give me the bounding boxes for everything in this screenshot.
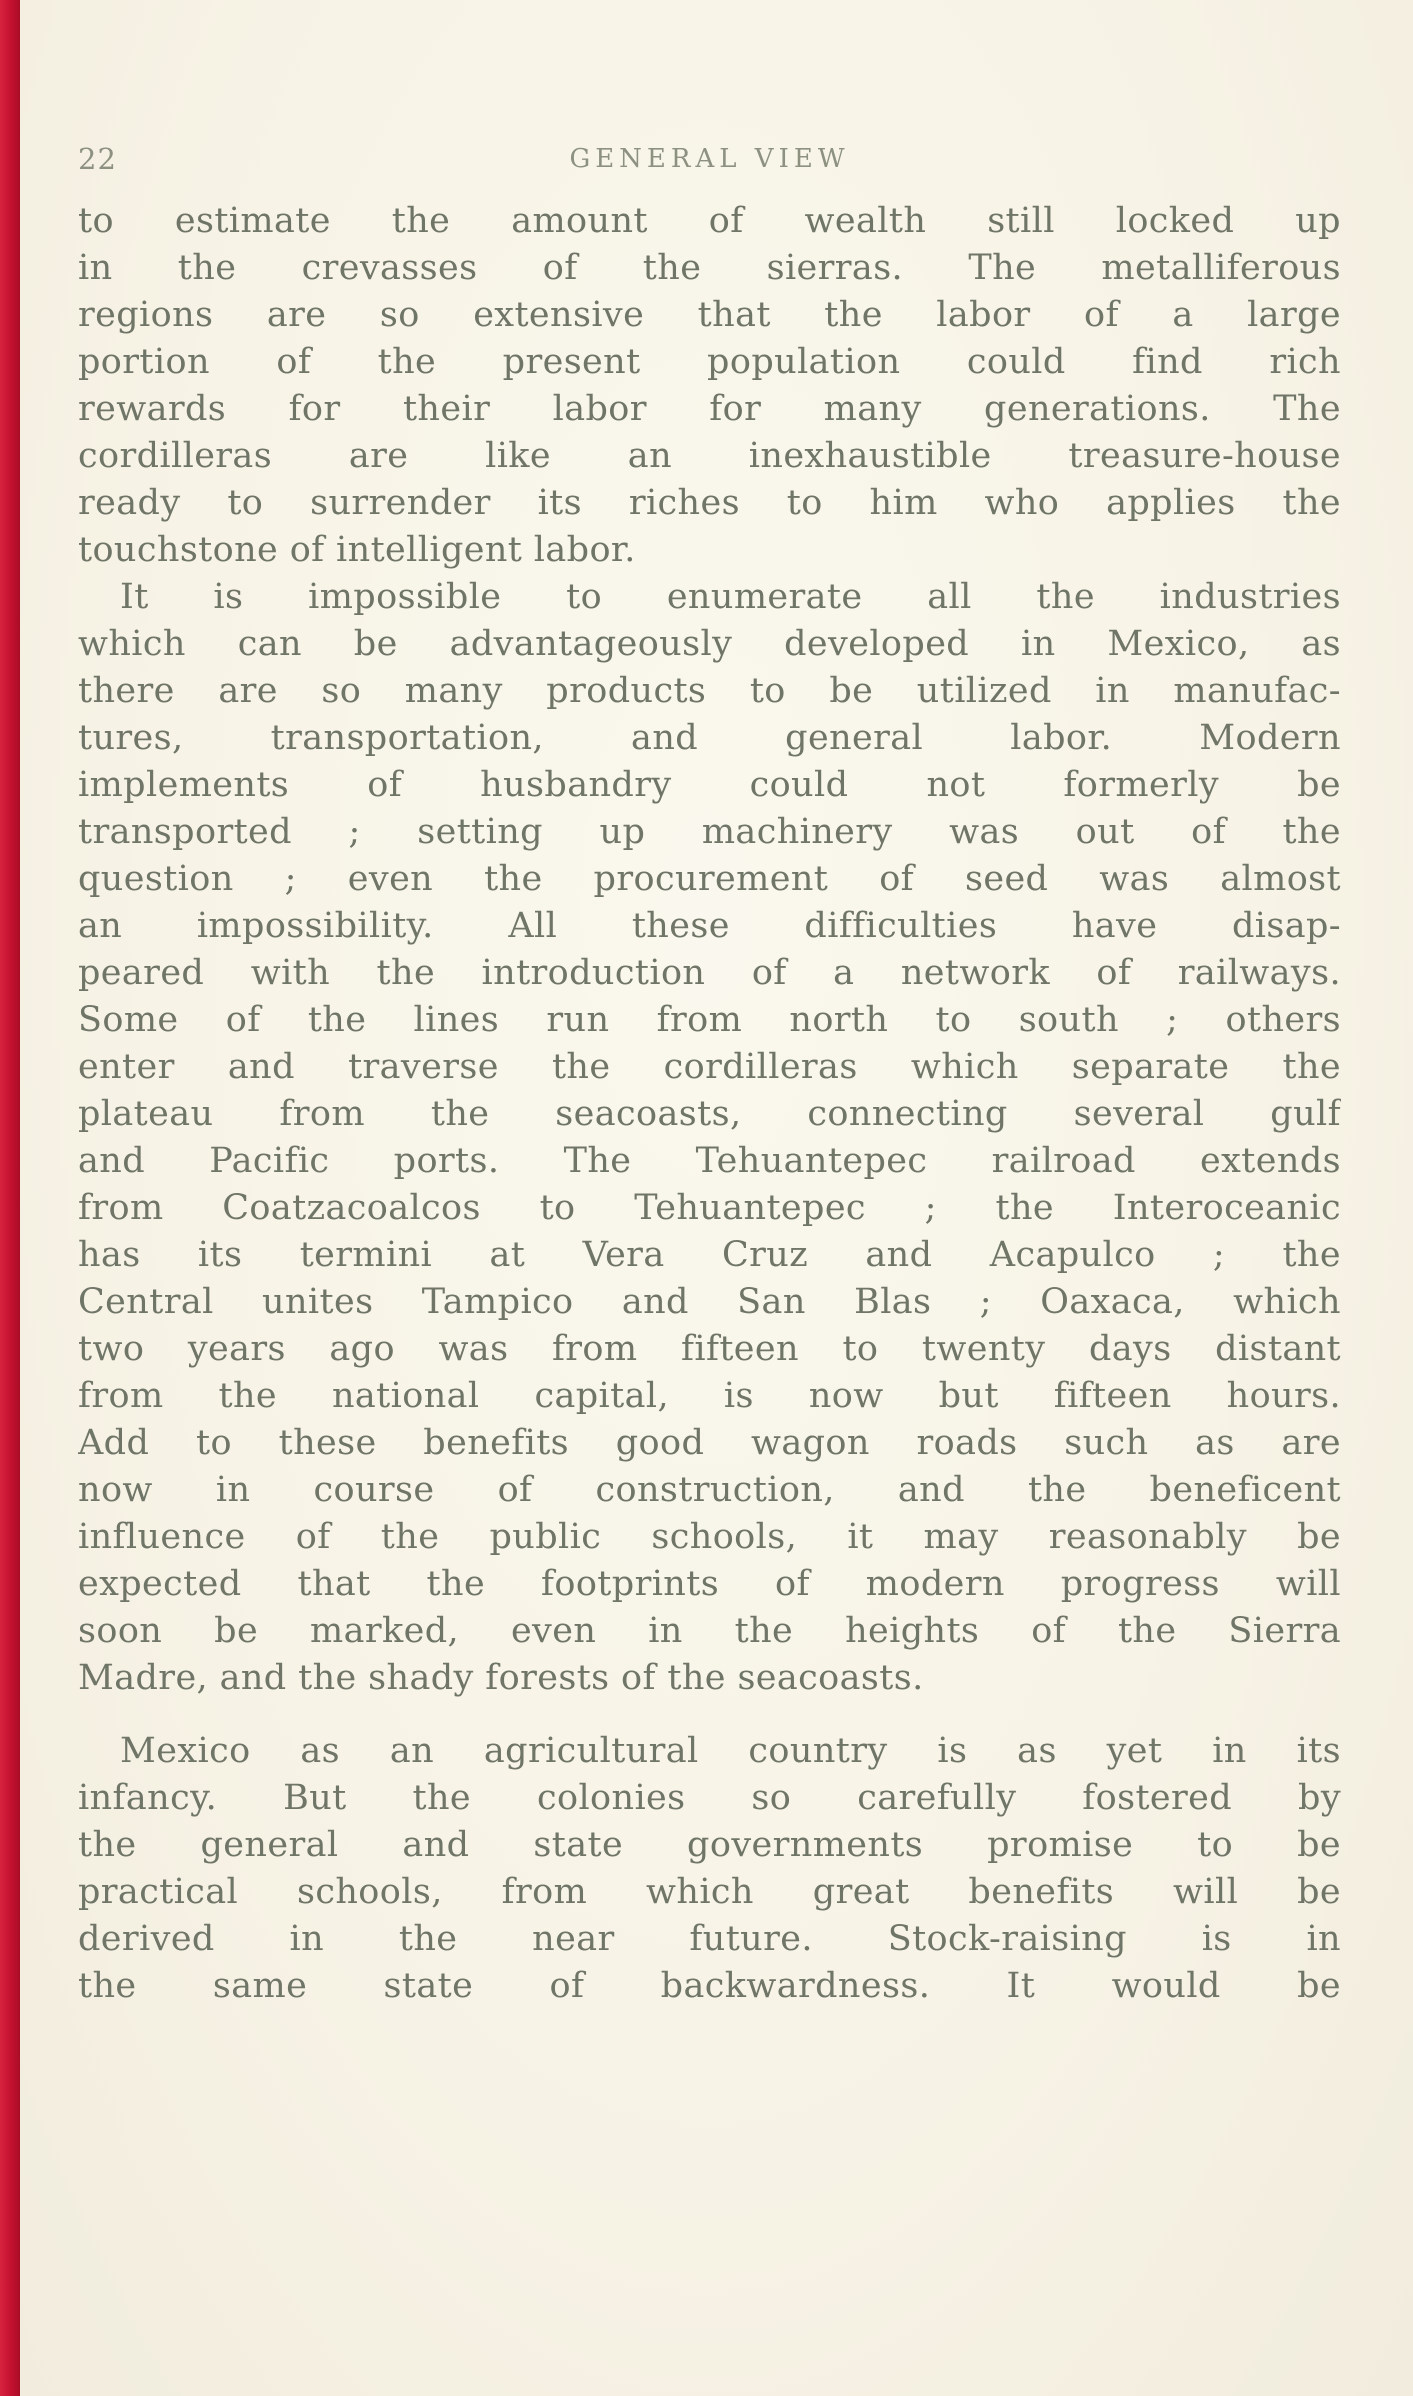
text-line: now in course of construction, and the beneficent (78, 1470, 1341, 1510)
text-line: infancy. But the colonies so carefully fostered by (78, 1778, 1341, 1818)
text-line: from the national capital, is now but fifteen hours. (78, 1376, 1341, 1416)
text-line: two years ago was from fifteen to twenty days distant (78, 1329, 1341, 1369)
text-line: question ; even the procurement of seed was almost (78, 859, 1341, 899)
text-line: enter and traverse the cordilleras which separate the (78, 1047, 1341, 1087)
text-line: It is impossible to enumerate all the industries (120, 577, 1341, 617)
text-line: peared with the introduction of a network of railways. (78, 953, 1341, 993)
text-line: Central unites Tampico and San Blas ; Oaxaca, which (78, 1282, 1341, 1322)
text-line: transported ; setting up machinery was out of the (78, 812, 1341, 852)
text-line: rewards for their labor for many generations. The (78, 389, 1341, 429)
running-header: GENERAL VIEW (569, 144, 850, 174)
book-edge-stripe (0, 0, 20, 2396)
text-line: has its termini at Vera Cruz and Acapulco ; the (78, 1235, 1341, 1275)
body-text (78, 198, 1341, 2010)
text-line: derived in the near future. Stock-raising is in (78, 1919, 1341, 1959)
text-line: Some of the lines run from north to south ; others (78, 1000, 1341, 1040)
text-line: influence of the public schools, it may reasonably be (78, 1517, 1341, 1557)
text-line: portion of the present population could find rich (78, 342, 1341, 382)
text-line: Mexico as an agricultural country is as yet in its (120, 1731, 1341, 1771)
text-line: cordilleras are like an inexhaustible treasure-house (78, 436, 1341, 476)
text-line: soon be marked, even in the heights of the Sierra (78, 1611, 1341, 1651)
text-line: in the crevasses of the sierras. The metalliferous (78, 248, 1341, 288)
text-line: touchstone of intelligent labor. (78, 530, 636, 570)
text-line: tures, transportation, and general labor. Modern (78, 718, 1341, 758)
text-line: Add to these benefits good wagon roads such as are (78, 1423, 1341, 1463)
text-line: Madre, and the shady forests of the seacoasts. (78, 1658, 924, 1698)
page-number: 22 (78, 142, 117, 176)
text-line: the same state of backwardness. It would be (78, 1966, 1341, 2006)
text-line: which can be advantageously developed in Mexico, as (78, 624, 1341, 664)
paragraph (78, 198, 1341, 574)
paragraph (78, 1728, 1341, 2010)
text-line: implements of husbandry could not formerly be (78, 765, 1341, 805)
text-line: expected that the footprints of modern progress will (78, 1564, 1341, 1604)
running-header-row (78, 142, 1341, 178)
text-line: the general and state governments promise to be (78, 1825, 1341, 1865)
text-line: there are so many products to be utilized in manufac- (78, 671, 1341, 711)
text-line: practical schools, from which great benefits will be (78, 1872, 1341, 1912)
text-line: ready to surrender its riches to him who applies the (78, 483, 1341, 523)
text-line: from Coatzacoalcos to Tehuantepec ; the Interoceanic (78, 1188, 1341, 1228)
text-line: regions are so extensive that the labor of a large (78, 295, 1341, 335)
text-line: to estimate the amount of wealth still locked up (78, 201, 1341, 241)
text-line: an impossibility. All these difficulties have disap- (78, 906, 1341, 946)
text-line: plateau from the seacoasts, connecting several gulf (78, 1094, 1341, 1134)
text-line: and Pacific ports. The Tehuantepec railroad extends (78, 1141, 1341, 1181)
paragraph (78, 574, 1341, 1702)
